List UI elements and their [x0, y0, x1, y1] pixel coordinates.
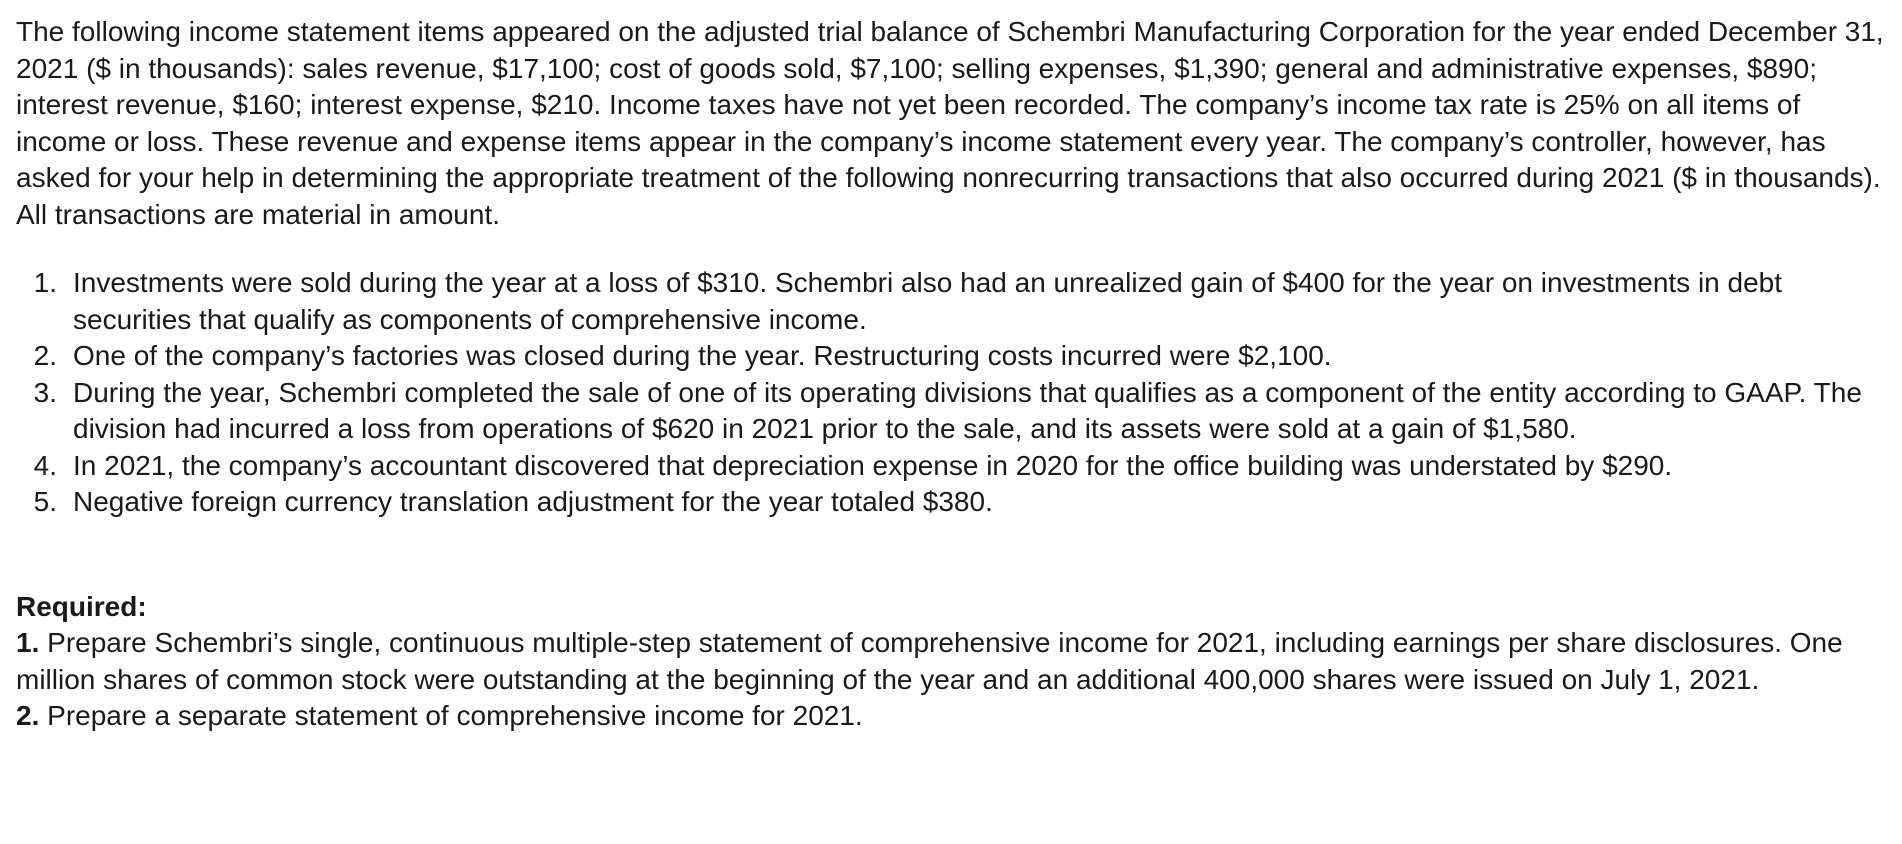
item-number: 4.	[33, 449, 57, 481]
list-item	[16, 448, 1892, 485]
required-part-number: 1.	[16, 627, 40, 658]
required-part-text: Prepare a separate statement of comprehensive income for 2021.	[47, 700, 863, 731]
required-part-number: 2.	[16, 700, 40, 731]
required-part-1	[16, 625, 1892, 698]
list-item	[16, 484, 1892, 521]
list-item	[16, 338, 1892, 375]
transaction-list	[16, 265, 1892, 521]
item-text: One of the company’s factories was closed during the year. Restructuring costs incurred were $2,100.	[73, 340, 1332, 371]
item-text: Negative foreign currency translation adjustment for the year totaled $380.	[73, 486, 993, 517]
item-text: During the year, Schembri completed the sale of one of its operating divisions that qualifies as a component of the entity according to GAAP. The division had incurred a loss from operations of $620 in 2021 prior to the sale, and its assets were sold at a gain of $1,580.	[73, 376, 1862, 444]
problem-document	[16, 14, 1892, 735]
list-item	[16, 375, 1892, 448]
item-number: 3.	[33, 376, 57, 408]
item-text: Investments were sold during the year at a loss of $310. Schembri also had an unrealized gain of $400 for the year on investments in debt securities that qualify as components of comprehensive income.	[73, 267, 1783, 335]
list-item	[16, 265, 1892, 338]
item-number: 2.	[33, 340, 57, 371]
item-number: 1.	[33, 267, 57, 298]
item-text: In 2021, the company’s accountant discovered that depreciation expense in 2020 for the office building was understated by $290.	[73, 449, 1673, 481]
item-number: 5.	[33, 486, 57, 517]
required-part-text: Prepare Schembri’s single, continuous multiple-step statement of comprehensive income for 2021, including earnings per share disclosures. One million shares of common stock were outstanding at the beginning of the year and an additional 400,000 shares were issued on July 1, 2021.	[16, 627, 1843, 695]
required-section	[16, 589, 1892, 735]
intro-paragraph: The following income statement items appeared on the adjusted trial balance of Schembri Manufacturing Corporation for the year ended December 31, 2021 ($ in thousands): sales revenue, $17,100; cost of goods sold, $7,100; selling expenses, $1,390; general and administrative expenses, $890; interest revenue, $160; interest expense, $210. Income taxes have not yet been recorded. The company’s income tax rate is 25% on all items of income or loss. These revenue and expense items appear in the company’s income statement every year. The company’s controller, however, has asked for your help in determining the appropriate treatment of the following nonrecurring transactions that also occurred during 2021 ($ in thousands). All transactions are material in amount.	[16, 16, 1884, 230]
required-heading: Required:	[16, 590, 147, 622]
required-part-2	[16, 698, 1892, 735]
